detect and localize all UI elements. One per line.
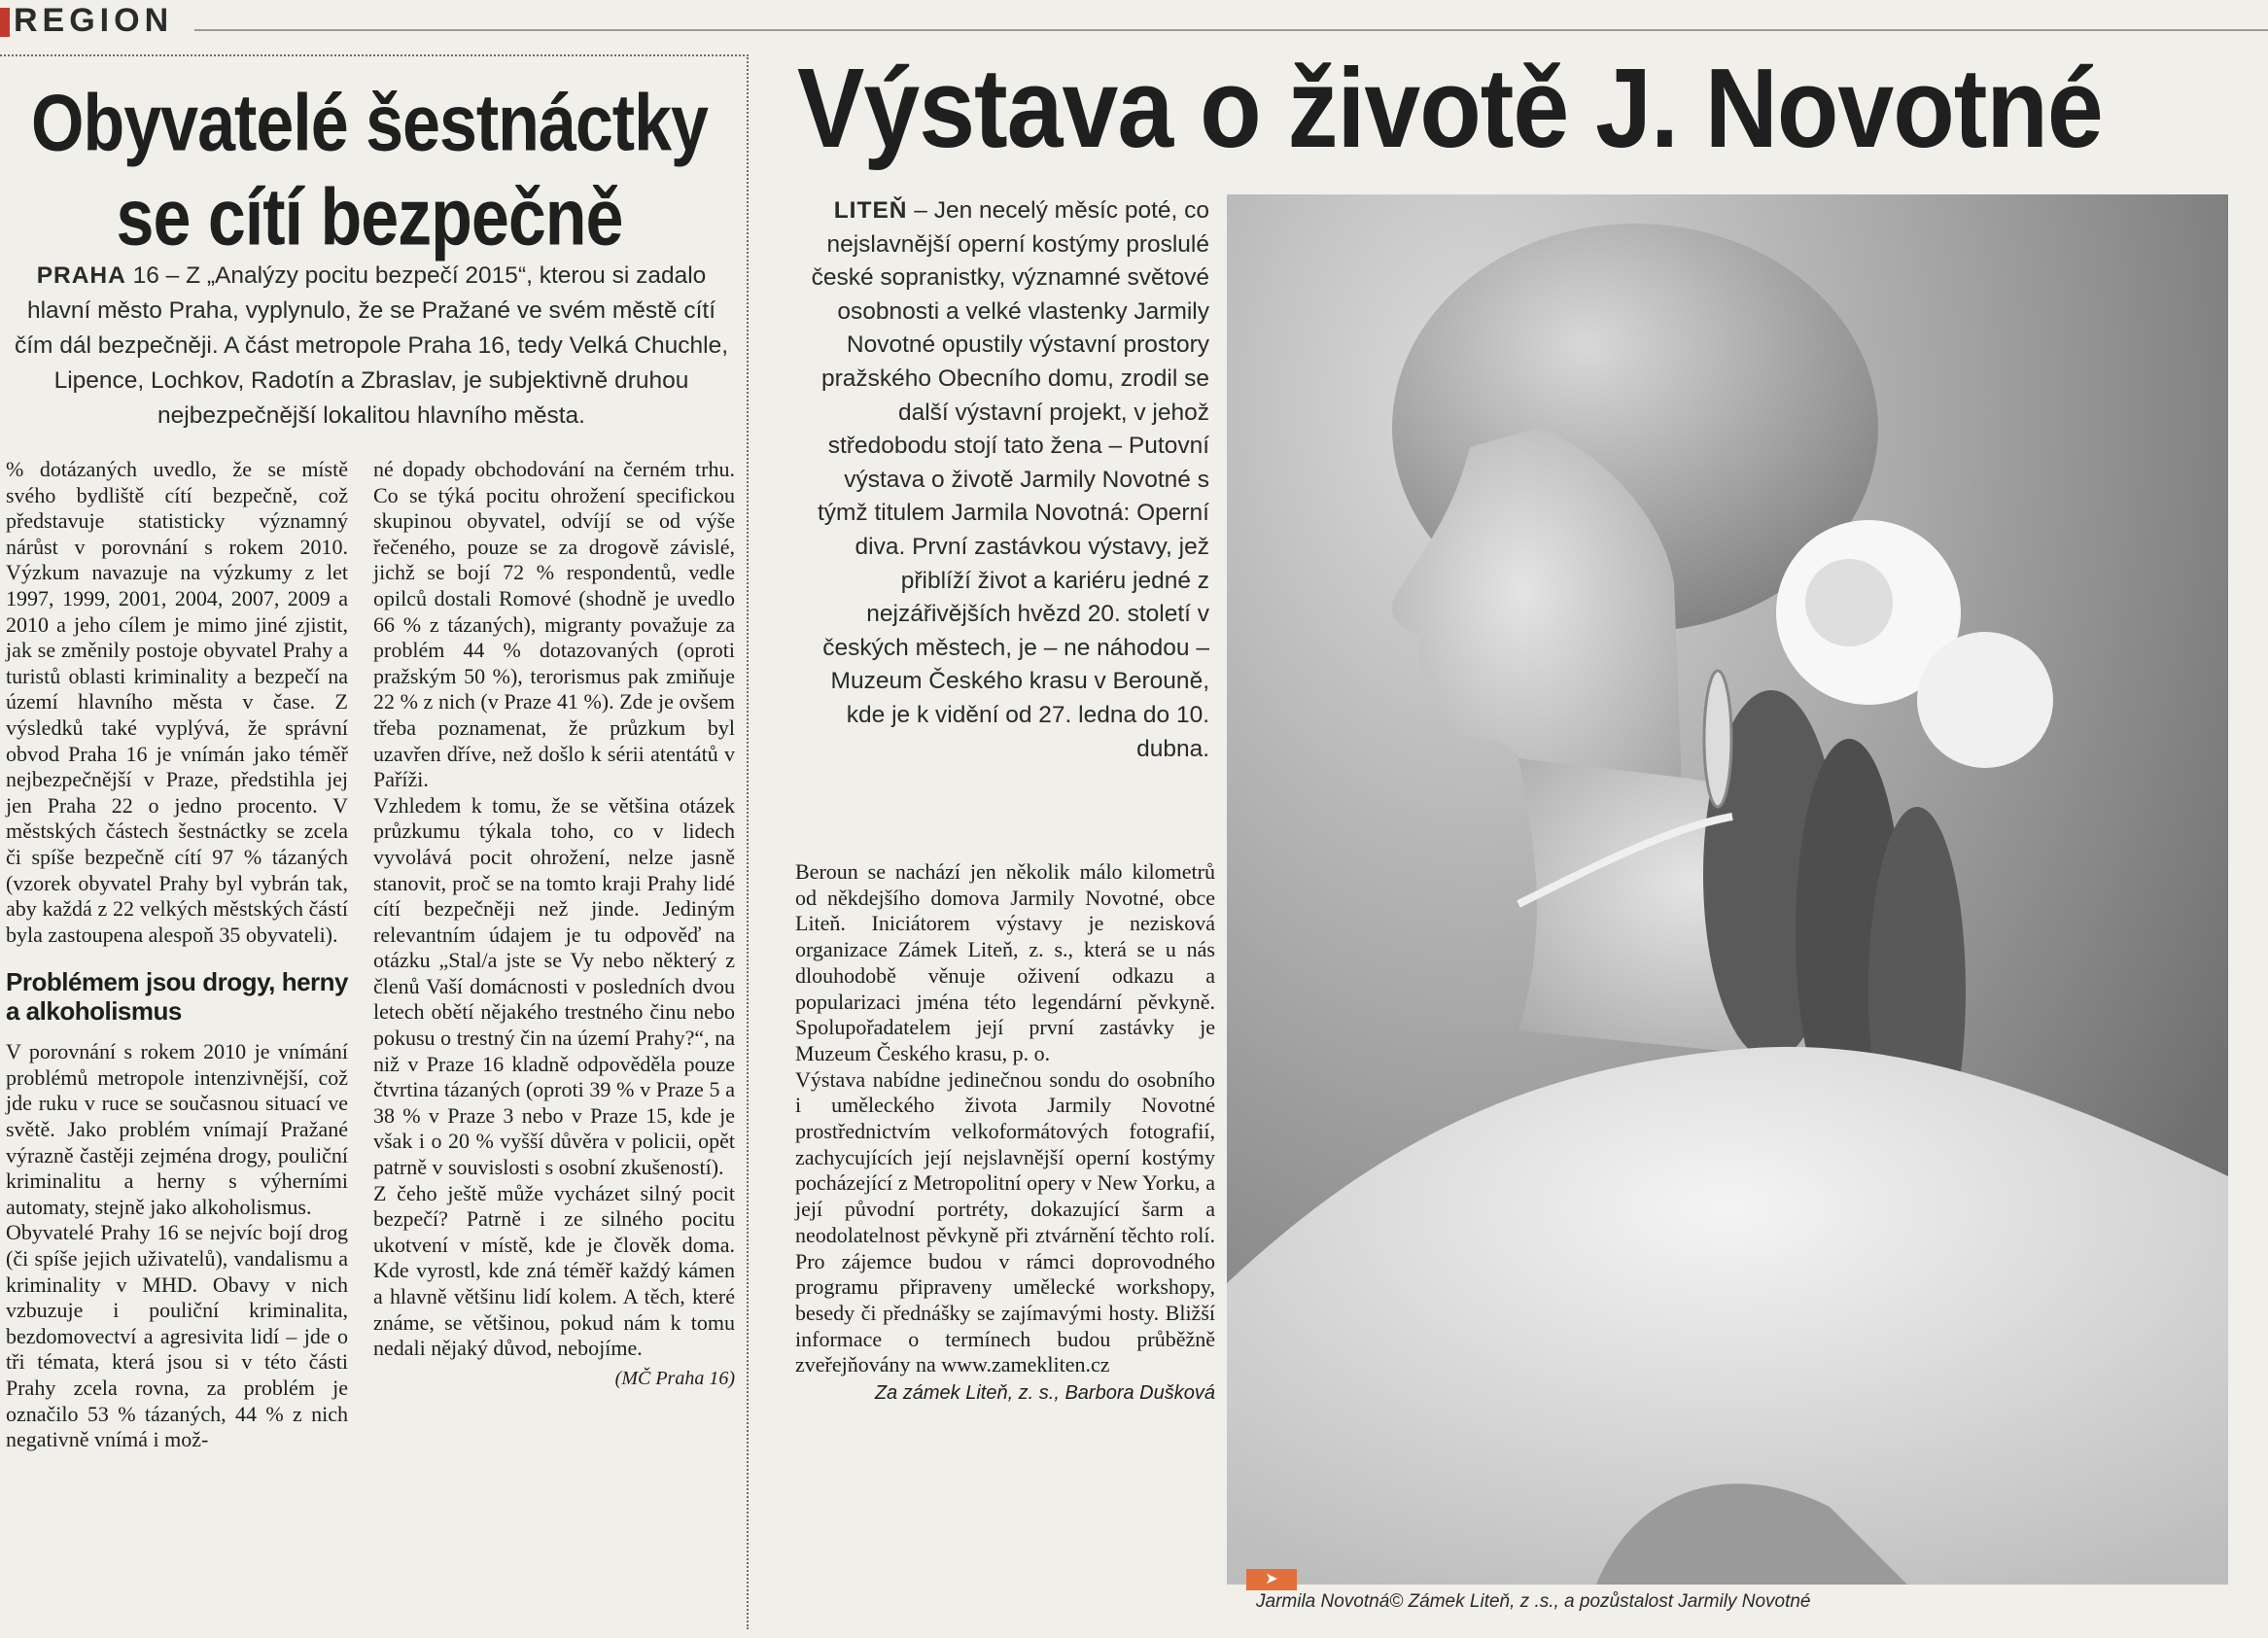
section-color-mark xyxy=(0,8,10,37)
continue-arrow-icon: ➤ xyxy=(1246,1569,1297,1590)
portrait-photo xyxy=(1227,194,2228,1585)
right-body-paragraph-2: Výstava nabídne jedinečnou sondu do osobního i uměleckého života Jarmily Novotné prostřednictvím velkoformátových fotografií, zachycujících její nejslavnější operní kostýmy pocházející z Metropolitní opery v New Yorku, a její původní portréty, dokazující šarm a neodolatelnost pěvkyně při ztvárnění těchto rolí. Pro zájemce budou v rámci doprovodného programu připraveny umělecké workshopy, besedy či přednášky se zajímavými hosty. Bližší informace o termínech budou průběžně zveřejňovány na www.zamekliten.cz xyxy=(795,1066,1215,1377)
left-article-column-2 xyxy=(373,457,735,1391)
section-header xyxy=(0,0,2268,45)
section-rule xyxy=(194,29,2268,31)
left-col2-paragraph-1: né dopady obchodování na černém trhu. Co se týká pocitu ohrožení specifickou skupinou obyvatel, odvíjí se od výše řečeného, pouze se za drogově závislé, jichž se bojí 72 % respondentů, vedle opilců dostali Romové (shodně je uvedlo 66 % z tázaných), migranty považuje za problém 44 % dotazovaných (oproti pražským 50 %), terorismus pak zmiňuje 22 % z nich (v Praze 41 %). Zde je ovšem třeba poznamenat, že průzkum byl uzavřen dříve, než došlo k sérii atentátů v Paříži. xyxy=(373,457,735,792)
left-article-lead xyxy=(6,259,737,434)
left-title-line-1: Obyvatelé šestnáctky xyxy=(31,78,708,168)
left-article-subhead: Problémem jsou drogy, herny a alkoholismus xyxy=(6,967,348,1027)
left-col1-paragraph-3: Obyvatelé Prahy 16 se nejvíc bojí drog (či spíše jejich uživatelů), vandalismu a kriminality v MHD. Obavy v nich vzbuzuje i pouliční kriminalita, bezdomovectví a agresivita lidí – jde o tři témata, která jsou si v této části Prahy zcela rovna, za problém je označilo 53 % tázaných, 44 % z nich negativně vnímá i mož- xyxy=(6,1220,348,1452)
left-article-column-1 xyxy=(6,457,348,1453)
portrait-illustration xyxy=(1227,194,2228,1585)
right-article-body xyxy=(795,859,1215,1407)
right-body-paragraph-1: Beroun se nachází jen několik málo kilometrů od někdejšího domova Jarmily Novotné, obce Liteň. Iniciátorem výstavy je nezisková organizace Zámek Liteň, z. s., která se u nás dlouhodobě věnuje oživení odkazu a popularizaci jména této legendární pěvkyně. Spolupořadatelem její první zastávky je Muzeum Českého krasu, p. o. xyxy=(795,859,1215,1065)
right-lead-text: – Jen necelý měsíc poté, co nejslavnější operní kostýmy proslulé české sopranistky, významné světové osobnosti a velké vlastenky Jarmily Novotné opustily výstavní prostory pražského Obecního domu, zrodil se další výstavní projekt, v jehož středobodu stojí tato žena – Putovní výstava o životě Jarmily Novotné s týmž titulem Jarmila Novotná: Operní diva. První zastávkou výstavy, jež přiblíží život a kariéru jedné z nejzářivějších hvězd 20. století v českých městech, je – ne náhodou – Muzeum Českého krasu v Berouně, kde je k vidění od 27. ledna do 10. dubna. xyxy=(811,197,1209,762)
left-title-line-2: se cítí bezpečně xyxy=(116,172,623,262)
right-article-lead xyxy=(799,194,1209,766)
left-lead-text: 16 – Z „Analýzy pocitu bezpečí 2015“, kterou si zadalo hlavní město Praha, vyplynulo, že se Pražané ve svém městě cítí čím dál bezpečněji. A část metropole Praha 16, tedy Velká Chuchle, Lipence, Lochkov, Radotín a Zbraslav, je subjektivně druhou nejbezpečnější lokalitou hlavního města. xyxy=(14,262,729,429)
left-col1-paragraph-1: % dotázaných uvedlo, že se místě svého bydliště cítí bezpečně, což představuje statisticky významný nárůst v porovnání s rokem 2010. Výzkum navazuje na výzkumy z let 1997, 1999, 2001, 2004, 2007, 2009 a 2010 a jeho cílem je mimo jiné zjistit, jak se změnily postoje obyvatel Prahy a turistů oblasti kriminality a bezpečí na území hlavního města v čase. Z výsledků také vyplývá, že správní obvod Praha 16 je vnímán jako téměř nejbezpečnější v Praze, předstihla jej jen Praha 22 o jedno procento. V městských částech šestnáctky se zcela či spíše bezpečně cítí 97 % tázaných (vzorek obyvatel Prahy byl vybrán tak, aby každá z 22 velkých městských částí byla zastoupena alespoň 35 obyvateli). xyxy=(6,457,348,947)
left-col2-paragraph-2: Vzhledem k tomu, že se většina otázek průzkumu týkala toho, co v lidech vyvolává pocit ohrožení, nelze jasně stanovit, proč se na tomto kraji Prahy lidé cítí bezpečněji než jinde. Jediným relevantním údajem je tu odpověď na otázku „Stal/a jste se Vy nebo některý z členů Vaší domácnosti v posledních dvou letech obětí nějakého trestného činu nebo pokusu o trestný čin na území Prahy?“, na niž v Praze 16 kladně odpověděla pouze čtvrtina tázaných (oproti 39 % v Praze 5 a 38 % v Praze 3 nebo v Praze 15, kde je však i o 20 % vyšší důvěra v policii, opět patrně v souvislosti s osobní zkušeností). xyxy=(373,792,735,1180)
left-col2-paragraph-3: Z čeho ještě může vycházet silný pocit bezpečí? Patrně i ze silného pocitu ukotvení v místě, kde je člověk doma. Kde vyrostl, kde zná téměř každý kámen a hlavně většinu lidí kolem. A těch, které známe, se většinou, pokud nám k tomu nedali nějaký důvod, nebojíme. xyxy=(373,1180,735,1361)
left-article-credit: (MČ Praha 16) xyxy=(614,1367,735,1389)
right-lead-kicker: LITEŇ xyxy=(833,197,908,224)
left-article-title xyxy=(0,76,739,264)
right-article-credit: Za zámek Liteň, z. s., Barbora Dušková xyxy=(874,1382,1215,1405)
photo-caption: Jarmila Novotná© Zámek Liteň, z .s., a pozůstalost Jarmily Novotné xyxy=(1256,1591,1811,1612)
section-label: REGION xyxy=(14,2,174,39)
left-lead-kicker: PRAHA xyxy=(36,262,126,289)
right-article-title: Výstava o životě J. Novotné xyxy=(797,45,2103,172)
left-col1-paragraph-2: V porovnání s rokem 2010 je vnímání problémů metropole intenzivnější, což jde ruku v ruce se současnou situací ve světě. Jako problém vnímají Pražané výrazně častěji zejména drogy, pouliční kriminalitu a herny s výherními automaty, stejně jako alkoholismus. xyxy=(6,1039,348,1219)
